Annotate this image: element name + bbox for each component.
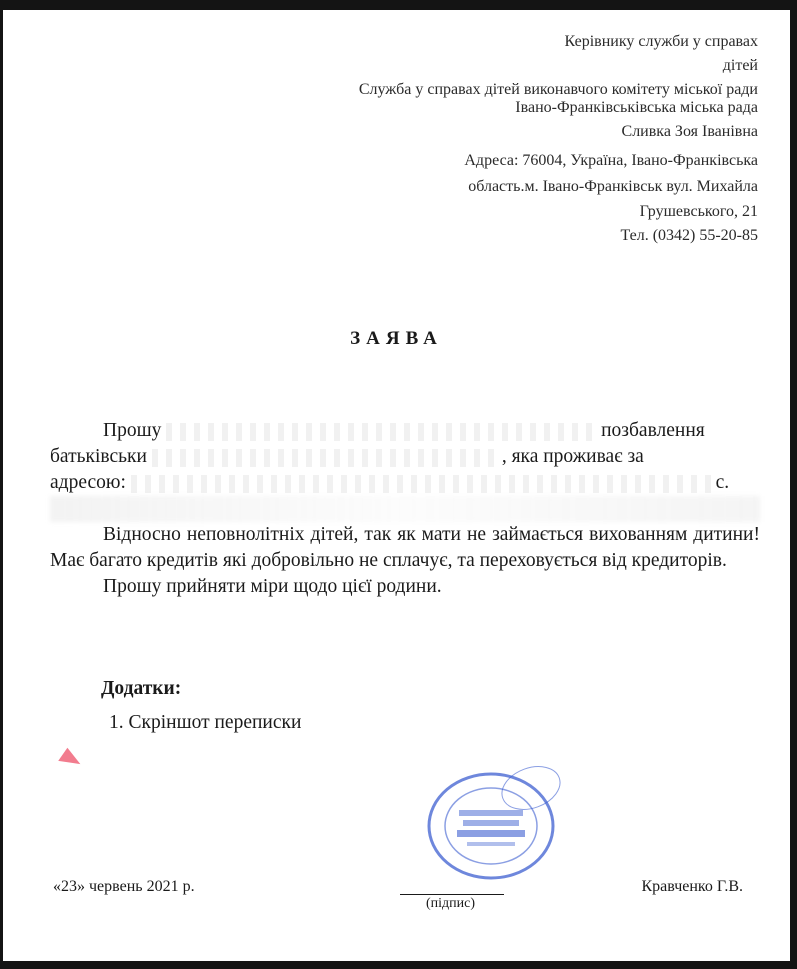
addressee-line: Івано-Франківськівська міська рада — [515, 99, 758, 116]
official-stamp — [421, 758, 571, 882]
body-text-fragment: Прошу — [103, 420, 162, 441]
signature-line — [400, 894, 504, 895]
signature-caption: (підпис) — [426, 896, 476, 911]
body-text-fragment: адресою: — [50, 472, 126, 493]
addressee-line: область.м. Івано-Франківськ вул. Михайла — [468, 178, 758, 195]
body-text-fragment: позбавлення — [601, 420, 705, 441]
addressee-block — [359, 33, 758, 249]
redacted-text — [166, 423, 596, 441]
body-text-fragment: батьківськи — [50, 446, 147, 467]
addressee-line: Сливка Зоя Іванівна — [621, 123, 758, 140]
attachment-item-text: 1. Скріншот переписки — [109, 712, 302, 733]
signer-name: Кравченко Г.В. — [641, 878, 743, 895]
document-body — [50, 418, 760, 600]
document-date: «23» червень 2021 р. — [53, 878, 195, 895]
redacted-text — [152, 449, 502, 467]
redacted-text — [131, 475, 711, 493]
attachments-heading: Додатки: — [101, 678, 182, 699]
addressee-line: Служба у справах дітей виконавчого комітету міської ради — [358, 81, 758, 98]
addressee-line: Адреса: 76004, Україна, Івано-Франківська — [464, 152, 758, 169]
body-text-fragment: с. — [715, 472, 730, 493]
stamp-center-text — [459, 810, 523, 816]
addressee-line: дітей — [722, 57, 758, 74]
document-title: ЗАЯВА — [350, 328, 443, 349]
stamp-center-text — [467, 842, 515, 846]
document-page — [3, 10, 790, 961]
stamp-center-text — [463, 820, 519, 826]
redacted-line — [50, 496, 760, 522]
paragraph-request-measures: Прошу прийняти міри щодо цієї родини. — [103, 576, 442, 597]
addressee-line: Грушевського, 21 — [639, 202, 758, 220]
paragraph-request — [50, 418, 760, 496]
addressee-line: Керівнику служби у справах — [564, 33, 758, 50]
paragraph-reason: Відносно неповнолітніх дітей, так як мати не займається вихованням дитини! Має багато кредитів які добровільно не сплачує, та переховується від кредиторів. — [50, 524, 760, 571]
attachment-item — [109, 712, 301, 734]
addressee-line: Тел. (0342) 55-20-85 — [620, 227, 758, 244]
body-text-fragment: , яка проживає за — [501, 446, 644, 467]
red-arrow-marker-icon — [58, 748, 84, 773]
stamp-center-text — [457, 830, 525, 837]
